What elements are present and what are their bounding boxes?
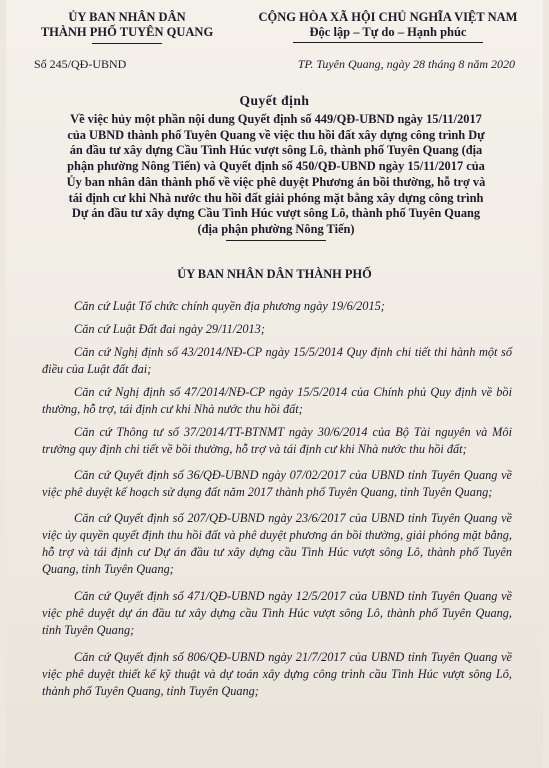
document-subject [42, 112, 510, 241]
basis-paragraph: Căn cứ Quyết định số 471/QĐ-UBND ngày 12/5/2017 của UBND tỉnh Tuyên Quang về việc phê duyệt dự án đầu tư xây dựng cầu Tình Húc vượt sông Lô, thành phố Tuyên Quang, tỉnh Tuyên Quang; [42, 589, 512, 637]
document-number: Số 245/QĐ-UBND [34, 57, 127, 71]
issuer-line-2: THÀNH PHỐ TUYÊN QUANG [40, 25, 214, 39]
subject-line: Ủy ban nhân dân thành phố về việc phê duyệt Phương án bồi thường, hỗ trợ và [66, 174, 486, 189]
document-page [6, 0, 543, 768]
subject-line: phận phường Nông Tiến) và Quyết định số 450/QĐ-UBND ngày 15/11/2017 của [67, 159, 485, 174]
subject-line: án đầu tư xây dựng Cầu Tình Húc vượt sông Lô, thành phố Tuyên Quang (địa [69, 143, 483, 158]
basis-paragraph: Căn cứ Quyết định số 806/QĐ-UBND ngày 21/7/2017 của UBND tỉnh Tuyên Quang về việc phê duyệt thiết kế kỹ thuật và dự toán xây dựng công trình cầu Tình Húc vượt sông Lô, thành phố Tuyên Quang, tỉnh Tuyên Quang; [42, 650, 512, 698]
issuer-block [22, 10, 232, 44]
national-motto: Độc lập – Tự do – Hạnh phúc [309, 25, 467, 39]
basis-paragraph: Căn cứ Nghị định số 43/2014/NĐ-CP ngày 15/5/2014 Quy định chi tiết thi hành một số điều của Luật đất đai; [42, 345, 512, 376]
place-date: TP. Tuyên Quang, ngày 28 tháng 8 năm 2020 [297, 57, 515, 71]
basis-paragraph: Căn cứ Quyết định số 207/QĐ-UBND ngày 23/6/2017 của UBND tỉnh Tuyên Quang về việc ủy quyền quyết định thu hồi đất và phê duyệt phương án bồi thường, giải phóng mặt bằng, hỗ trợ và tái định cư Dự án đầu tư xây dựng cầu Tình Húc vượt sông Lô, thành phố Tuyên Quang, tỉnh Tuyên Quang; [42, 511, 512, 576]
motto-underline [293, 42, 483, 43]
nation-name: CỘNG HÒA XÃ HỘI CHỦ NGHĨA VIỆT NAM [258, 10, 518, 24]
subject-line: tái định cư khi Nhà nước thu hồi đất giải phóng mặt bằng xây dựng công trình [68, 190, 484, 205]
subject-line: Dự án đầu tư xây dựng Cầu Tình Húc vượt sông Lô, thành phố Tuyên Quang [71, 206, 481, 221]
basis-paragraph: Căn cứ Nghị định số 47/2014/NĐ-CP ngày 15/5/2014 của Chính phủ Quy định về bồi thường, hỗ trợ, tái định cư khi Nhà nước thu hồi đất; [42, 385, 512, 416]
document-title: Quyết định [239, 93, 310, 108]
subject-line: (địa phận phường Nông Tiến) [197, 221, 355, 236]
subject-line: Về việc hủy một phần nội dung Quyết định số 449/QĐ-UBND ngày 15/11/2017 [70, 112, 482, 126]
subject-underline [226, 240, 326, 241]
basis-paragraph: Căn cứ Luật Đất đai ngày 29/11/2013; [74, 322, 265, 336]
basis-paragraph: Căn cứ Luật Tổ chức chính quyền địa phương ngày 19/6/2015; [74, 299, 385, 313]
issuer-line-1: ỦY BAN NHÂN DÂN [68, 10, 186, 24]
subject-line: của UBND thành phố Tuyên Quang về việc thu hồi đất xây dựng công trình Dự [67, 127, 485, 142]
issuer-underline [92, 43, 162, 44]
national-heading [238, 10, 538, 43]
basis-paragraph: Căn cứ Quyết định số 36/QĐ-UBND ngày 07/02/2017 của UBND tỉnh Tuyên Quang về việc phê duyệt kế hoạch sử dụng đất năm 2017 thành phố Tuyên Quang, tỉnh Tuyên Quang; [42, 468, 512, 499]
issuing-authority: ỦY BAN NHÂN DÂN THÀNH PHỐ [177, 267, 372, 281]
legal-bases [42, 298, 512, 706]
basis-paragraph: Căn cứ Thông tư số 37/2014/TT-BTNMT ngày 30/6/2014 của Bộ Tài nguyên và Môi trường quy định chi tiết về bồi thường, hỗ trợ và tái định cư khi Nhà nước thu hồi đất; [42, 425, 512, 456]
